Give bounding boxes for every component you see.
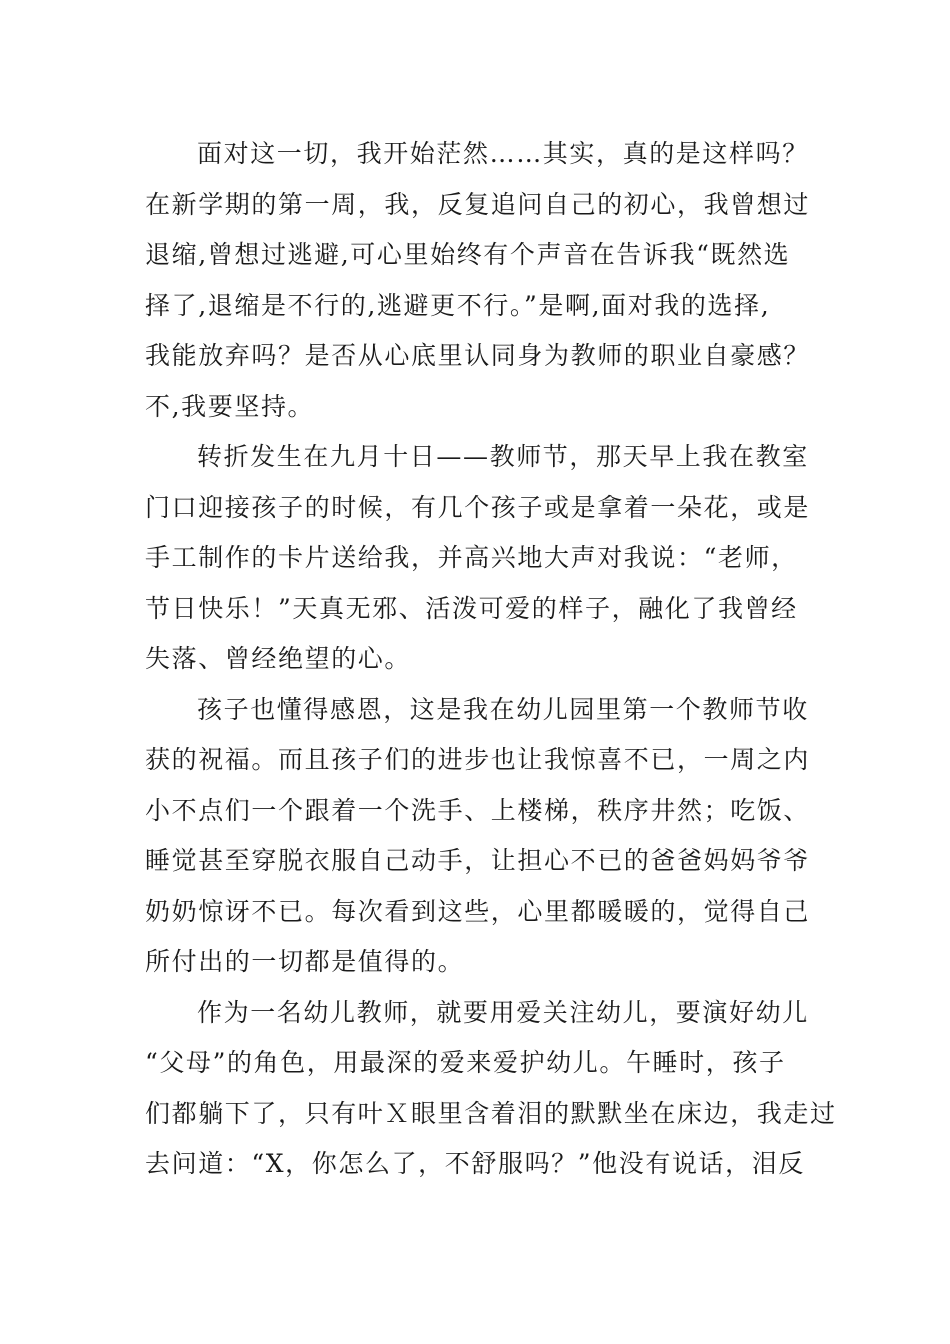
paragraph-line: 面对这一切，我开始茫然……其实，真的是这样吗？ bbox=[197, 139, 809, 168]
paragraph-line: 门口迎接孩子的时候，有几个孩子或是拿着一朵花，或是 bbox=[145, 492, 811, 522]
paragraph-line: 获的祝福。而且孩子们的进步也让我惊喜不已，一周之内 bbox=[145, 745, 811, 774]
paragraph-line: 在新学期的第一周，我，反复追问自己的初心，我曾想过 bbox=[145, 189, 811, 219]
paragraph-line: 孩子也懂得感恩，这是我在幼儿园里第一个教师节收 bbox=[197, 694, 809, 724]
paragraph-line: 所付出的一切都是值得的。 bbox=[145, 947, 465, 976]
paragraph-line: 不,我要坚持。 bbox=[145, 391, 315, 421]
paragraph-line: 睡觉甚至穿脱衣服自己动手，让担心不已的爸爸妈妈爷爷 bbox=[145, 846, 811, 875]
paragraph-line: “父母”的角色，用最深的爱来爱护幼儿。午睡时，孩子 bbox=[145, 1048, 786, 1077]
paragraph-2 bbox=[145, 432, 809, 685]
paragraph-line: 们都躺下了，只有叶Ｘ眼里含着泪的默默坐在床边，我走过 bbox=[145, 1098, 837, 1128]
paragraph-1 bbox=[145, 129, 809, 432]
paragraph-4 bbox=[145, 988, 837, 1190]
paragraph-line: 失落、曾经绝望的心。 bbox=[145, 644, 412, 673]
paragraph-line: 我能放弃吗？是否从心底里认同身为教师的职业自豪感？ bbox=[145, 341, 811, 370]
paragraph-3 bbox=[145, 685, 809, 988]
paragraph-line: 节日快乐！”天真无邪、活泼可爱的样子，融化了我曾经 bbox=[145, 593, 798, 623]
paragraph-line: 手工制作的卡片送给我，并高兴地大声对我说：“老师， bbox=[145, 543, 798, 572]
paragraph-line: 小不点们一个跟着一个洗手、上楼梯，秩序井然；吃饭、 bbox=[145, 795, 811, 825]
paragraph-line: 作为一名幼儿教师，就要用爱关注幼儿，要演好幼儿 bbox=[197, 997, 809, 1027]
paragraph-line: 奶奶惊讶不已。每次看到这些，心里都暖暖的，觉得自己 bbox=[145, 896, 811, 926]
paragraph-line: 转折发生在九月十日——教师节，那天早上我在教室 bbox=[197, 442, 809, 471]
paragraph-line: 择了,退缩是不行的,逃避更不行。”是啊,面对我的选择, bbox=[145, 290, 771, 320]
paragraph-line: 去问道：“X，你怎么了，不舒服吗？”他没有说话，泪反 bbox=[145, 1149, 805, 1178]
document-body bbox=[145, 129, 837, 1190]
paragraph-line: 退缩,曾想过逃避,可心里始终有个声音在告诉我“既然选 bbox=[145, 240, 791, 269]
